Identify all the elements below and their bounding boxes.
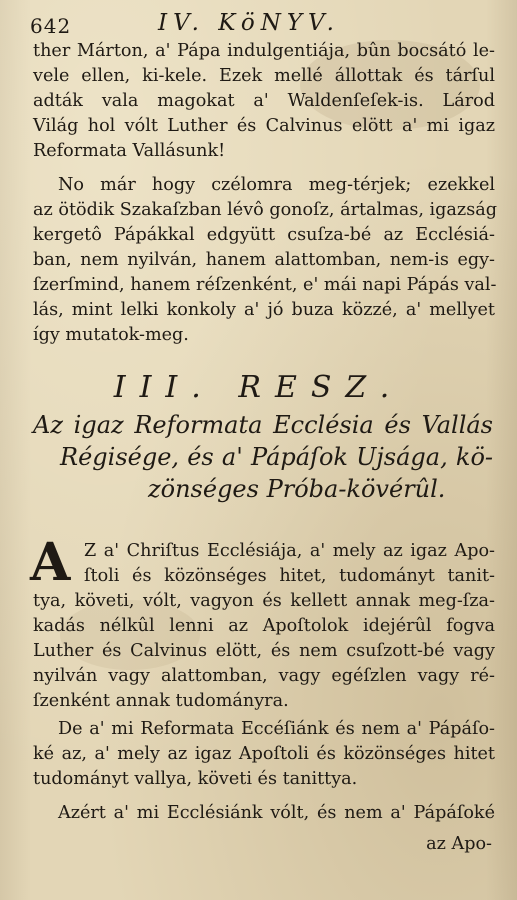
text-line: ſzenként annak tudományra. [33, 691, 289, 711]
heading-line: Régisége, és a' Pápáſok Ujsága, kö- [60, 443, 493, 471]
text-line: ſzerſmind, hanem réſzenként, e' mái napi Pápás val- [33, 275, 497, 295]
text-line: így mutatok-meg. [33, 325, 189, 345]
text-line: kadás nélkûl lenni az Apoſtolok idejérûl fogva [33, 616, 495, 636]
page-header [30, 6, 500, 40]
drop-cap: A [30, 532, 71, 593]
text-line: tya, követi, vólt, vagyon és kellett annak meg-ſza- [33, 591, 495, 611]
text-line: kergetô Pápákkal edgyütt csuſza-bé az Ecclésiá- [33, 225, 495, 245]
catchword: az Apo- [426, 834, 492, 854]
text-line: nyilván vagy alattomban, vagy egéſzlen vagy ré- [33, 666, 495, 686]
heading-line: zönséges Próba-kövérûl. [148, 475, 446, 503]
text-line: Luther és Calvinus elött, és nem csuſzott-bé vagy [33, 641, 495, 661]
text-line: Azért a' mi Ecclésiánk vólt, és nem a' Pápáſoké [58, 803, 495, 823]
running-head: IV. KöNYV. [158, 10, 340, 36]
text-line: ſtoli és közönséges hitet, tudományt tanit- [84, 566, 495, 586]
text-line: Reformata Vallásunk! [33, 141, 226, 161]
text-line: lás, mint lelki konkoly a' jó buza közzé, a' mellyet [33, 300, 495, 320]
text-line: tudományt vallya, követi és tanittya. [33, 769, 358, 789]
text-line: Világ hol vólt Luther és Calvinus elött a' mi igaz [33, 116, 495, 136]
text-line: ké az, a' mely az igaz Apoſtoli és közönséges hitet [33, 744, 495, 764]
text-line: az ötödik Szakaſzban lévô gonoſz, ártalmas, igazság [33, 200, 497, 220]
text-line: vele ellen, ki-kele. Ezek mellé állottak és tárſul [33, 66, 495, 86]
section-number: III. RESZ. [113, 370, 404, 405]
page-number: 642 [30, 14, 72, 38]
text-line: ther Márton, a' Pápa indulgentiája, bûn bocsátó le- [33, 41, 495, 61]
text-line: Z a' Chriſtus Ecclésiája, a' mely az igaz Apo- [84, 541, 495, 561]
text-line: adták vala magokat a' Waldenſeſek-is. Lárod [33, 91, 495, 111]
text-line: No már hogy czélomra meg-térjek; ezekkel [58, 175, 495, 195]
text-line: De a' mi Reformata Eccéſiánk és nem a' Pápáſo- [58, 719, 495, 739]
text-line: ban, nem nyilván, hanem alattomban, nem-is egy- [33, 250, 495, 270]
heading-line: Az igaz Reformata Ecclésia és Vallás [33, 411, 493, 439]
